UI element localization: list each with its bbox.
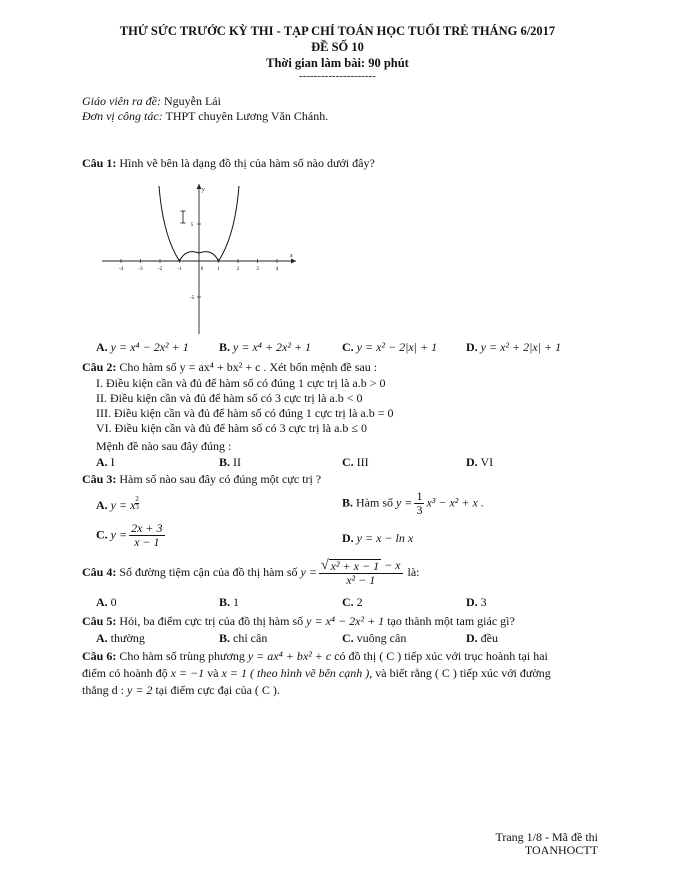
q5-text: Hỏi, ba điểm cực trị của đồ thị hàm số: [116, 614, 307, 628]
option-math: y =: [110, 527, 128, 542]
q4-label: Câu 4:: [82, 564, 117, 579]
x-tick-label: 0: [200, 267, 204, 272]
option-math: y = x² − 2|x| + 1: [356, 340, 438, 354]
fraction-denominator: x² − 1: [346, 573, 376, 587]
option-letter: C.: [342, 595, 354, 609]
q4-option-a: [96, 595, 117, 610]
unit-name: THPT chuyên Lương Văn Chánh.: [162, 109, 329, 123]
y-axis-label: y: [202, 187, 205, 193]
q1-option-d: [466, 340, 561, 355]
option-letter: B.: [219, 595, 231, 609]
q6-text: tại điểm cực đại của ( C ).: [152, 683, 280, 697]
q4-option-d: [466, 595, 487, 610]
option-text: 2: [353, 595, 363, 609]
q1-option-b: [219, 340, 311, 355]
question-2: [82, 360, 377, 375]
option-text: 3: [477, 595, 487, 609]
x-tick-label: -1: [177, 267, 182, 272]
q6-math: x = 1: [221, 666, 247, 680]
option-math: y = x: [110, 498, 136, 512]
q4-fraction: [319, 559, 403, 587]
text-cursor-icon: [181, 211, 186, 223]
option-letter: B.: [219, 455, 231, 469]
q3-option-a: [96, 496, 139, 513]
teacher-name: Nguyễn Lái: [160, 94, 221, 108]
x-tick-label: 3: [256, 267, 259, 272]
teacher-line: [82, 94, 221, 109]
q6-math: y = ax⁴ + bx² + c: [247, 649, 332, 663]
q4-text: Số đường tiệm cận của đồ thị hàm số: [116, 564, 301, 579]
q4-lhs: y =: [300, 564, 317, 579]
y-axis-arrow: [197, 184, 202, 189]
q6-label: Câu 6:: [82, 649, 117, 663]
x-axis-arrow: [291, 259, 296, 264]
unit-label: Đơn vị công tác:: [82, 109, 163, 123]
option-text: Hàm số: [353, 495, 397, 510]
option-letter: C.: [96, 527, 108, 542]
page-footer: [400, 831, 598, 857]
q4-tail: là:: [404, 564, 420, 579]
x-tick-label: 4: [275, 267, 279, 272]
question-1: [82, 156, 375, 171]
q5-option-a: [96, 631, 145, 646]
q6-text: và biết rằng ( C ) tiếp xúc với đường: [372, 666, 551, 680]
fraction-denominator: 3: [416, 503, 423, 517]
q6-text: có đồ thị ( C ) tiếp xúc với trục hoành tại hai: [331, 649, 548, 663]
option-letter: D.: [466, 455, 478, 469]
option-letter: A.: [96, 340, 108, 354]
q1-option-c: [342, 340, 437, 355]
option-letter: A.: [96, 498, 108, 512]
option-letter: D.: [466, 631, 478, 645]
q3-option-d: [342, 531, 413, 546]
option-letter: B.: [342, 495, 354, 510]
exponent-fraction: [135, 496, 139, 511]
q5-option-d: [466, 631, 498, 646]
option-letter: D.: [342, 531, 354, 545]
sqrt-expression: [321, 559, 381, 573]
option-math: y = x⁴ + 2x² + 1: [233, 340, 312, 354]
q3-text: Hàm số nào sau đây có đúng một cực trị ?: [116, 472, 322, 486]
q3-option-b: [342, 490, 484, 517]
q6-line-3: [82, 683, 280, 698]
q4-option-c: [342, 595, 363, 610]
q2-option-b: [219, 455, 241, 470]
exam-title: THỬ SỨC TRƯỚC KỲ THI - TẠP CHÍ TOÁN HỌC TUỔI TRẺ THÁNG 6/2017: [119, 24, 556, 38]
question-4: [82, 559, 420, 587]
option-letter: C.: [342, 631, 354, 645]
q2-statement: III. Điều kiện cần và đủ để hàm số có đúng 1 cực trị là a.b = 0: [96, 406, 394, 420]
question-3: [82, 472, 321, 487]
q6-text: điểm có hoành độ: [82, 666, 171, 680]
option-text: 1: [230, 595, 240, 609]
q6-text: Cho hàm số trùng phương: [116, 649, 248, 663]
q6-text: thẳng d :: [82, 683, 127, 697]
option-text: III: [353, 455, 369, 469]
fraction-numerator: 1: [416, 489, 423, 503]
y-tick-label: 5: [190, 223, 194, 228]
sqrt-content: x² + x − 1: [330, 559, 380, 573]
x-tick-label: -2: [157, 267, 163, 272]
fraction-denominator: x − 1: [134, 535, 160, 549]
option-letter: D.: [466, 595, 478, 609]
fraction-numerator: [319, 559, 403, 574]
y-tick-label: -5: [189, 296, 195, 301]
q2-statement: VI. Điều kiện cần và đủ để hàm số có 3 cực trị là a.b ≤ 0: [96, 421, 368, 435]
q2-text: Cho hàm số y = ax⁴ + bx² + c . Xét bốn mệnh đề sau :: [116, 360, 378, 374]
q5-math: y = x⁴ − 2x² + 1: [306, 614, 385, 628]
q5-label: Câu 5:: [82, 614, 117, 628]
q1-graph: [96, 178, 306, 338]
q1-option-a: [96, 340, 189, 355]
exponent-numerator: 2: [135, 495, 139, 503]
fraction: [414, 490, 424, 517]
q6-math: y = 2: [127, 683, 153, 697]
q2-label: Câu 2:: [82, 360, 117, 374]
q6-text: và: [204, 666, 222, 680]
option-text: II: [230, 455, 242, 469]
x-tick-label: 2: [236, 267, 240, 272]
footer-exam-code: TOANHOCTT: [524, 843, 598, 857]
option-letter: D.: [466, 340, 478, 354]
q5-text: tạo thành một tam giác gì?: [384, 614, 515, 628]
q2-option-d: [466, 455, 493, 470]
option-text: đều: [477, 631, 498, 645]
numerator-rest: − x: [381, 558, 401, 572]
q2-statement: I. Điều kiện cần và đủ để hàm số có đúng 1 cực trị là a.b > 0: [96, 376, 386, 390]
question-6: [82, 649, 548, 664]
fraction-numerator: 2x + 3: [131, 521, 163, 535]
teacher-label: Giáo viên ra đề:: [82, 94, 161, 108]
option-math: y = x⁴ − 2x² + 1: [110, 340, 189, 354]
x-axis-label: x: [290, 253, 293, 259]
option-text: I: [107, 455, 115, 469]
x-tick-label: -4: [118, 267, 124, 272]
q6-math: x = −1: [170, 666, 205, 680]
option-math: y = x² + 2|x| + 1: [480, 340, 562, 354]
q1-text: Hình vẽ bên là dạng đồ thị của hàm số nào dưới đây?: [116, 156, 375, 170]
exam-number: ĐỀ SỐ 10: [311, 40, 364, 54]
q2-statement: II. Điều kiện cần và đủ để hàm số có 3 cực trị là a.b < 0: [96, 391, 363, 405]
fraction: [129, 522, 164, 549]
option-letter: C.: [342, 340, 354, 354]
q3-label: Câu 3:: [82, 472, 117, 486]
option-text: thường: [107, 631, 145, 645]
option-text: VI: [477, 455, 494, 469]
option-text: chỉ cân: [230, 631, 268, 645]
option-letter: A.: [96, 631, 108, 645]
option-math: y = x − ln x: [356, 531, 414, 545]
q6-line-2: [82, 666, 551, 681]
sqrt-sign-icon: √: [320, 558, 329, 573]
q3-option-c: [96, 522, 167, 549]
unit-line: [82, 109, 328, 124]
exponent-denominator: 3: [135, 503, 139, 511]
footer-page-info: Trang 1/8 - Mã đề thi: [495, 830, 598, 844]
option-text: 0: [107, 595, 117, 609]
q6-note: ( theo hình vẽ bên cạnh ),: [246, 666, 373, 680]
x-tick-label: 1: [217, 267, 220, 272]
option-letter: A.: [96, 595, 108, 609]
q4-option-b: [219, 595, 239, 610]
question-5: [82, 614, 515, 629]
q2-prompt: Mệnh đề nào sau đây đúng :: [96, 439, 232, 453]
option-letter: C.: [342, 455, 354, 469]
header-divider: ---------------------: [299, 70, 376, 82]
option-letter: B.: [219, 631, 231, 645]
exam-duration: Thời gian làm bài: 90 phút: [266, 56, 409, 70]
option-text: vuông cân: [353, 631, 407, 645]
q1-label: Câu 1:: [82, 156, 117, 170]
q2-option-a: [96, 455, 115, 470]
x-tick-label: -3: [138, 267, 143, 272]
option-letter: A.: [96, 455, 108, 469]
q5-option-b: [219, 631, 267, 646]
q2-option-c: [342, 455, 369, 470]
option-math: y =: [396, 495, 413, 510]
q5-option-c: [342, 631, 406, 646]
option-letter: B.: [219, 340, 231, 354]
option-math: x³ − x² + x .: [426, 495, 484, 510]
